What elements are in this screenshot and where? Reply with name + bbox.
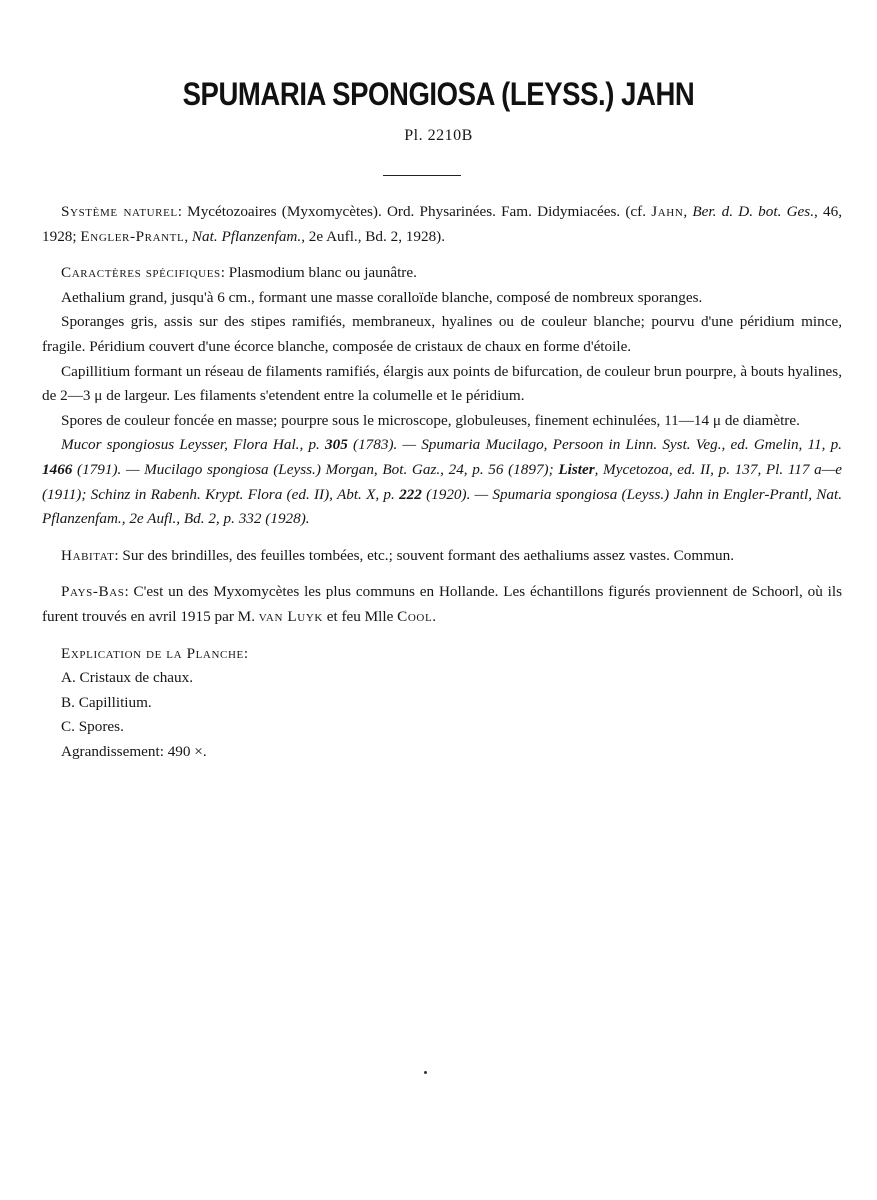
synonymy-part-2: (1783). — Spumaria Mucilago, Persoon in Linn. Syst. Veg., ed. Gmelin, 11, p. (347, 436, 842, 454)
description-body (42, 200, 842, 764)
synonymy-part-3: (1791). — Mucilago spongiosa (Leyss.) Morgan, Bot. Gaz., 24, p. 56 (1897); (72, 460, 559, 478)
spores-paragraph: Spores de couleur foncée en masse; pourpre sous le microscope, globuleuses, finement echinulées, 11—14 μ de diamètre. (61, 411, 800, 429)
systeme-naturel-paragraph (42, 200, 842, 249)
habitat-label: Habitat (61, 546, 115, 564)
systeme-comma-2: , (184, 227, 192, 245)
synonymy-part-4: , Mycetozoa, ed. II, p. 137, Pl. 117 a—e (1911); Schinz in Rabenh. Krypt. Flora (ed. II), Abt. X, p. (42, 460, 842, 503)
magnification-line: Agrandissement: 490 ×. (61, 742, 207, 760)
explication-item-a: A. Cristaux de chaux. (61, 669, 194, 687)
synonymy-part-5: (1920). — Spumaria spongiosa (Leyss.) Jahn in Engler-Prantl, Nat. Pflanzenfam., 2e Aufl., Bd. 2, p. 332 (1928). (42, 485, 842, 528)
systeme-comma-1: , (683, 203, 693, 220)
author-engler-prantl: Engler-Prantl (80, 227, 185, 245)
caracteres-label: Caractères spécifiques (61, 264, 221, 282)
author-jahn: Jahn (651, 203, 684, 220)
collector-cool: Cool (397, 607, 433, 625)
explication-item-b: B. Capillitium. (61, 693, 152, 711)
synonymy-part-1: Mucor spongiosus Leysser, Flora Hal., p. (61, 436, 326, 454)
pays-bas-label: Pays-Bas (61, 583, 125, 601)
synonymy-page-1466: 1466 (42, 460, 73, 478)
pays-bas-text-1: : C'est un des Myxomycètes les plus communs en Hollande. Les échantillons figurés proviennent de Schoorl, où ils furent trouvés en avril 1915 par M. (42, 583, 842, 625)
title-divider (383, 175, 461, 176)
reference-pflanzenfam: Nat. Pflanzenfam. (191, 227, 302, 245)
systeme-text-2: , 46, 1928; (42, 203, 842, 245)
pays-bas-text-3: . (432, 607, 437, 625)
collector-van-luyk: van Luyk (258, 607, 323, 625)
systeme-text-1: : Mycétozoaires (Myxomycètes). Ord. Physarinées. Fam. Didymiacées. (cf. (177, 203, 652, 220)
stray-mark (424, 1071, 427, 1074)
sporanges-paragraph: Sporanges gris, assis sur des stipes ramifiés, membraneux, hyalines ou de couleur blanche; pourvu d'une péridium mince, fragile. Péridium couvert d'une écorce blanche, composée de cristaux de chaux en forme d'étoile. (42, 313, 842, 355)
synonymy-lister: Lister (558, 460, 595, 478)
reference-ber-bot-ges: Ber. d. D. bot. Ges. (692, 203, 815, 220)
synonymy-page-222: 222 (399, 485, 422, 503)
explication-heading: Explication de la Planche: (61, 644, 249, 662)
plate-number: Pl. 2210B (404, 127, 473, 144)
synonymy-page-305: 305 (325, 436, 348, 454)
capillitium-paragraph: Capillitium formant un réseau de filaments ramifiés, élargis aux points de bifurcation, de couleur brun pourpre, à bouts hyalines, de 2—3 μ de largeur. Les filaments s'etendent entre la columelle et le péridium. (42, 362, 842, 405)
caracteres-paragraph (42, 261, 842, 286)
explication-item-c: C. Spores. (61, 718, 124, 736)
systeme-naturel-label: Système naturel (61, 203, 178, 220)
aethalium-paragraph: Aethalium grand, jusqu'à 6 cm., formant une masse coralloïde blanche, composé de nombreux sporanges. (61, 288, 703, 306)
pays-bas-text-2: et feu Mlle (322, 607, 398, 625)
pays-bas-paragraph (42, 580, 842, 629)
species-title: SPUMARIA SPONGIOSA (LEYSS.) JAHN (182, 76, 695, 112)
caracteres-text: : Plasmodium blanc ou jaunâtre. (220, 264, 417, 282)
habitat-text: : Sur des brindilles, des feuilles tombées, etc.; souvent formant des aethaliums assez vastes. Commun. (114, 546, 735, 564)
habitat-paragraph (42, 544, 842, 569)
synonymy-paragraph (42, 433, 842, 531)
systeme-text-3: , 2e Aufl., Bd. 2, 1928). (301, 227, 446, 245)
